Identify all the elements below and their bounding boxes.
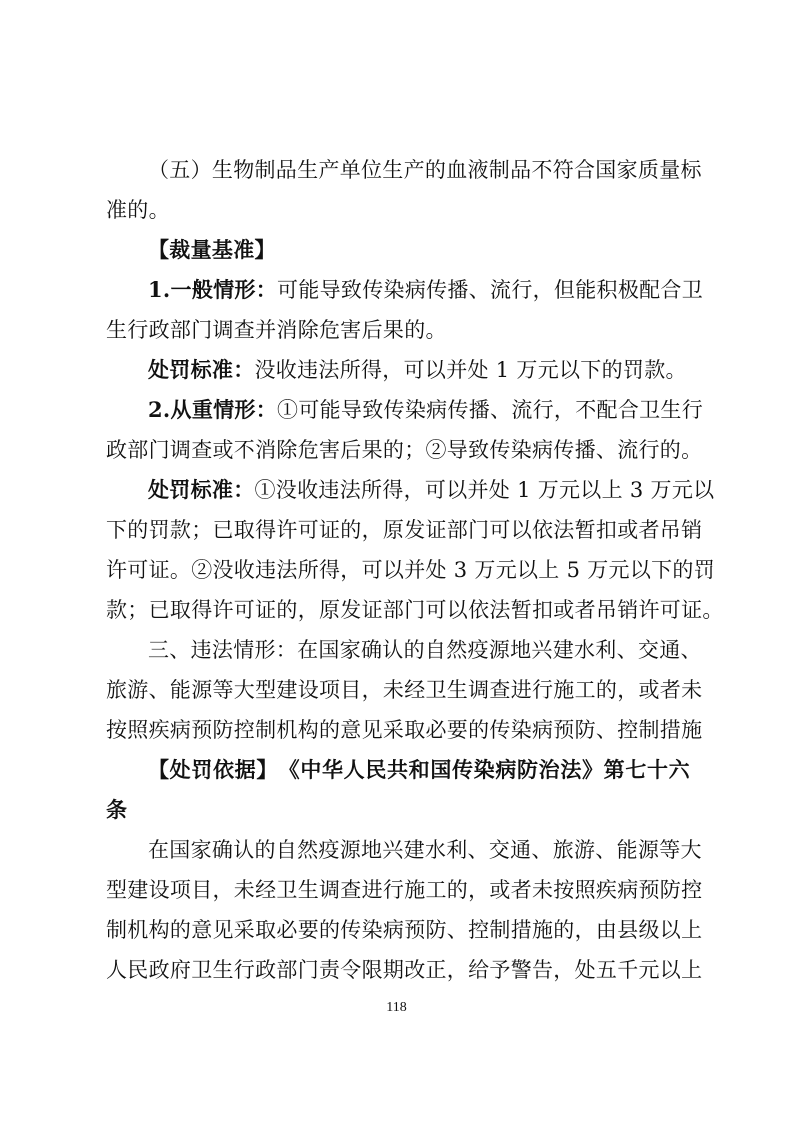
label-general-case: 1.一般情形： bbox=[148, 277, 278, 302]
paragraph-line: 许可证。②没收违法所得，可以并处 3 万元以上 5 万元以下的罚 bbox=[106, 558, 716, 582]
paragraph-line: 型建设项目，未经卫生调查进行施工的，或者未按照疾病预防控 bbox=[106, 878, 703, 902]
paragraph-line: 1.一般情形：可能导致传染病传播、流行，但能积极配合卫 bbox=[148, 277, 704, 302]
label-penalty-standard: 处罚标准： bbox=[148, 477, 255, 502]
paragraph-line: 旅游、能源等大型建设项目，未经卫生调查进行施工的，或者未 bbox=[106, 678, 703, 702]
paragraph-line: 处罚标准：没收违法所得，可以并处 1 万元以下的罚款。 bbox=[148, 357, 687, 382]
paragraph-line: 制机构的意见采取必要的传染病预防、控制措施的，由县级以上 bbox=[106, 918, 703, 942]
paragraph-line: 2.从重情形：①可能导致传染病传播、流行，不配合卫生行 bbox=[148, 397, 704, 422]
paragraph-line: 处罚标准：①没收违法所得，可以并处 1 万元以上 3 万元以 bbox=[148, 477, 715, 502]
section-heading: 【处罚依据】 《中华人民共和国传染病防治法》第七十六 bbox=[148, 758, 690, 782]
section-heading: 【裁量基准】 bbox=[148, 238, 276, 262]
paragraph-line: 按照疾病预防控制机构的意见采取必要的传染病预防、控制措施 bbox=[106, 718, 703, 742]
page-number: 118 bbox=[386, 1000, 407, 1015]
paragraph-line: 政部门调查或不消除危害后果的；②导致传染病传播、流行的。 bbox=[106, 438, 703, 462]
paragraph-line: 三、违法情形：在国家确认的自然疫源地兴建水利、交通、 bbox=[148, 638, 702, 662]
paragraph-line: （五）生物制品生产单位生产的血液制品不符合国家质量标 bbox=[148, 158, 702, 182]
paragraph-line: 准的。 bbox=[106, 198, 170, 222]
paragraph-line: 在国家确认的自然疫源地兴建水利、交通、旅游、能源等大 bbox=[148, 838, 702, 862]
paragraph-line: 生行政部门调查并消除危害后果的。 bbox=[106, 318, 447, 342]
paragraph-line: 下的罚款；已取得许可证的，原发证部门可以依法暂扣或者吊销 bbox=[106, 518, 703, 542]
paragraph-line: 人民政府卫生行政部门责令限期改正，给予警告，处五千元以上 bbox=[106, 958, 703, 982]
paragraph-line: 款；已取得许可证的，原发证部门可以依法暂扣或者吊销许可证。 bbox=[106, 598, 724, 622]
section-heading: 条 bbox=[106, 798, 128, 822]
label-aggravated-case: 2.从重情形： bbox=[148, 397, 278, 422]
label-penalty-standard: 处罚标准： bbox=[148, 357, 255, 382]
